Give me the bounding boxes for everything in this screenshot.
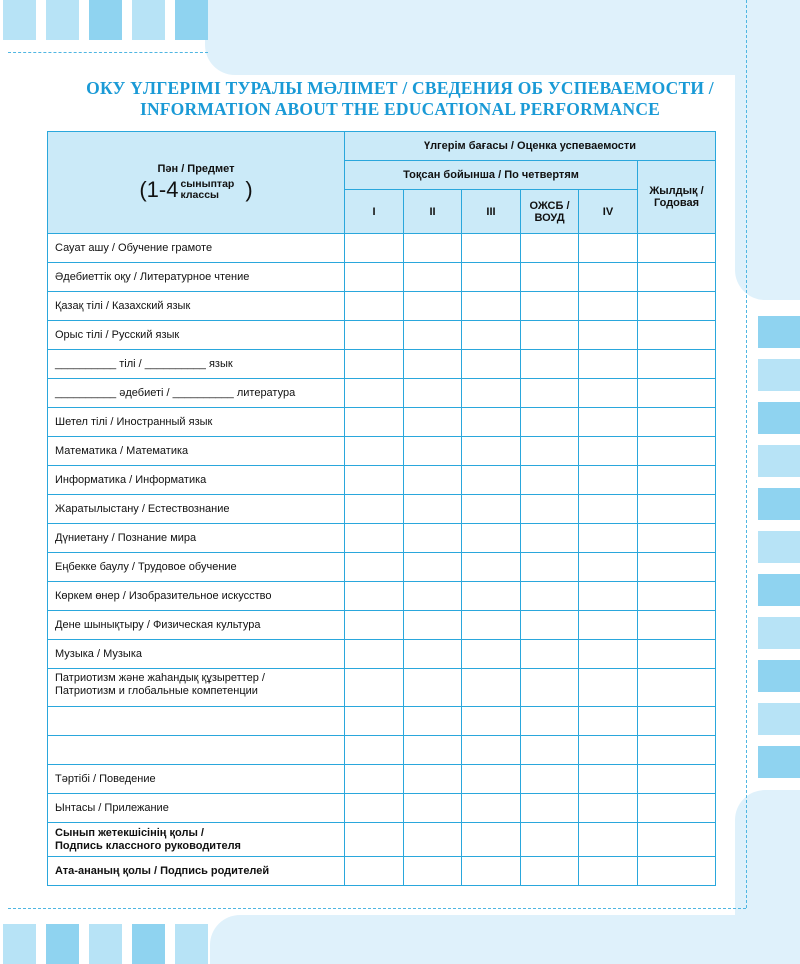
grade-cell[interactable] [404,234,462,263]
table-row [48,466,716,495]
grade-cell[interactable] [404,524,462,553]
grade-cell[interactable] [579,553,638,582]
quarters-header: Тоқсан бойынша / По четвертям [345,161,638,190]
grades-range-open: (1-4 [139,177,179,202]
subject-cell: __________ тілі / __________ язык [48,350,345,379]
subject-cell: Дене шынықтыру / Физическая культура [48,611,345,640]
teacher-signature-label-ru: Подпись классного руководителя [55,839,241,852]
table-row-signature [48,823,716,857]
grade-cell[interactable] [345,582,404,611]
grade-cell[interactable] [638,350,716,379]
grade-cell[interactable] [638,640,716,669]
table-row [48,765,716,794]
signature-cell[interactable] [404,857,462,886]
grade-cell[interactable] [462,640,521,669]
table-row [48,524,716,553]
grade-cell[interactable] [462,234,521,263]
grade-cell[interactable] [404,466,462,495]
signature-cell[interactable] [579,823,638,857]
signature-cell[interactable] [345,857,404,886]
grade-cell[interactable] [462,350,521,379]
grade-cell[interactable] [345,669,404,707]
subject-cell: Шетел тілі / Иностранный язык [48,408,345,437]
dashed-line-top [8,52,208,53]
grade-cell[interactable] [638,495,716,524]
grade-cell[interactable] [404,707,462,736]
subject-cell [48,669,345,707]
grade-cell[interactable] [638,736,716,765]
grade-cell[interactable] [462,437,521,466]
grade-cell[interactable] [462,524,521,553]
grade-cell[interactable] [521,350,579,379]
signature-cell[interactable] [462,857,521,886]
grade-cell[interactable] [345,765,404,794]
subject-cell-empty[interactable] [48,736,345,765]
grade-cell[interactable] [638,707,716,736]
grade-cell[interactable] [404,611,462,640]
grade-cell[interactable] [579,736,638,765]
grade-cell[interactable] [638,437,716,466]
table-row [48,408,716,437]
table-row [48,234,716,263]
grades-note-kz: сыныптар [180,178,235,190]
grade-cell[interactable] [521,379,579,408]
subject-cell: Жаратылыстану / Естествознание [48,495,345,524]
grade-cell[interactable] [345,611,404,640]
grade-cell[interactable] [638,263,716,292]
grade-cell[interactable] [345,736,404,765]
grade-cell[interactable] [521,611,579,640]
grade-cell[interactable] [579,263,638,292]
grade-cell[interactable] [521,292,579,321]
signature-cell[interactable] [521,857,579,886]
grade-cell[interactable] [638,765,716,794]
subject-cell: Әдебиеттік оқу / Литературное чтение [48,263,345,292]
grade-cell[interactable] [404,553,462,582]
signature-cell[interactable] [345,823,404,857]
table-row [48,437,716,466]
table-row [48,640,716,669]
grade-cell[interactable] [579,321,638,350]
grade-cell[interactable] [462,736,521,765]
grade-cell[interactable] [638,408,716,437]
grade-cell[interactable] [462,379,521,408]
grade-cell[interactable] [345,263,404,292]
page-title [40,78,760,120]
quarter-2-header: II [404,190,462,234]
grade-cell[interactable] [521,524,579,553]
grade-cell[interactable] [462,553,521,582]
grade-cell[interactable] [521,707,579,736]
ojsb-header-ru: ВОУД [534,211,565,224]
subject-cell: __________ әдебиеті / __________ литература [48,379,345,408]
grade-cell[interactable] [521,794,579,823]
grades-range-close: ) [245,177,253,202]
grade-cell[interactable] [579,794,638,823]
subject-cell: Музыка / Музыка [48,640,345,669]
grade-cell[interactable] [579,379,638,408]
grade-cell[interactable] [638,794,716,823]
ojsb-header [521,190,579,234]
grade-cell[interactable] [638,553,716,582]
grade-cell[interactable] [404,263,462,292]
grade-cell[interactable] [638,466,716,495]
subject-cell-empty[interactable] [48,707,345,736]
table-row [48,611,716,640]
grade-cell[interactable] [638,234,716,263]
table-row [48,669,716,707]
grade-cell[interactable] [345,408,404,437]
grade-cell[interactable] [579,292,638,321]
subject-cell: Сауат ашу / Обучение грамоте [48,234,345,263]
grade-cell[interactable] [462,466,521,495]
table-row [48,321,716,350]
subject-cell: Дүниетану / Познание мира [48,524,345,553]
grade-cell[interactable] [579,765,638,794]
performance-header: Үлгерім бағасы / Оценка успеваемости [345,132,716,161]
signature-cell[interactable] [404,823,462,857]
subject-cell: Еңбекке баулу / Трудовое обучение [48,553,345,582]
signature-cell[interactable] [521,823,579,857]
subject-cell: Ынтасы / Прилежание [48,794,345,823]
grade-cell[interactable] [579,611,638,640]
subject-cell-kz: Патриотизм және жаһандық құзыреттер / [55,672,265,684]
grade-cell[interactable] [345,321,404,350]
table-row [48,794,716,823]
teacher-signature-label-kz: Сынып жетекшісінің қолы / [55,826,204,839]
grade-cell[interactable] [345,466,404,495]
grade-cell[interactable] [404,736,462,765]
grade-cell[interactable] [579,234,638,263]
grade-cell[interactable] [462,495,521,524]
grade-cell[interactable] [462,408,521,437]
table-row [48,292,716,321]
table-row-empty [48,736,716,765]
subject-cell: Тәртібі / Поведение [48,765,345,794]
grade-cell[interactable] [638,582,716,611]
grade-cell[interactable] [404,582,462,611]
table-row [48,379,716,408]
grades-table [47,131,716,886]
quarter-1-header: I [345,190,404,234]
table-row [48,582,716,611]
grades-range-note [180,179,234,201]
grade-cell[interactable] [521,263,579,292]
table-row [48,553,716,582]
grade-cell[interactable] [462,794,521,823]
grade-cell[interactable] [579,640,638,669]
grade-cell[interactable] [404,765,462,794]
grade-cell[interactable] [521,553,579,582]
subject-label: Пән / Предмет [157,163,235,175]
grade-cell[interactable] [579,495,638,524]
grade-cell[interactable] [345,292,404,321]
grade-cell[interactable] [462,582,521,611]
grade-cell[interactable] [345,794,404,823]
grade-cell[interactable] [404,379,462,408]
subject-cell: Математика / Математика [48,437,345,466]
annual-header [638,161,716,234]
grade-cell[interactable] [462,707,521,736]
grade-cell[interactable] [521,466,579,495]
grade-cell[interactable] [345,234,404,263]
subject-cell-ru: Патриотизм и глобальные компетенции [55,685,258,697]
grade-cell[interactable] [345,553,404,582]
page-title-line-1: ОКУ ҮЛГЕРІМІ ТУРАЛЫ МӘЛІМЕТ / СВЕДЕНИЯ ОБ УСПЕВАЕМОСТИ / [86,78,714,98]
quarter-4-header: IV [579,190,638,234]
grade-cell[interactable] [521,765,579,794]
grade-cell[interactable] [404,669,462,707]
quarter-3-header: III [462,190,521,234]
page-title-line-2: INFORMATION ABOUT THE EDUCATIONAL PERFORMANCE [139,99,661,119]
grade-cell[interactable] [345,437,404,466]
grades-note-ru: классы [180,189,220,201]
signature-cell[interactable] [462,823,521,857]
teacher-signature-label [48,823,345,857]
grade-cell[interactable] [404,495,462,524]
grade-cell[interactable] [345,640,404,669]
signature-cell[interactable] [638,823,716,857]
grade-cell[interactable] [638,292,716,321]
grade-cell[interactable] [404,408,462,437]
grade-cell[interactable] [404,321,462,350]
grade-cell[interactable] [521,437,579,466]
grade-cell[interactable] [579,582,638,611]
grade-cell[interactable] [345,707,404,736]
grade-cell[interactable] [345,495,404,524]
background-bottom-shape [210,915,800,964]
grade-cell[interactable] [521,640,579,669]
grade-cell[interactable] [404,437,462,466]
grade-cell[interactable] [521,234,579,263]
grade-cell[interactable] [521,582,579,611]
signature-cell[interactable] [638,857,716,886]
grade-cell[interactable] [521,669,579,707]
grade-cell[interactable] [521,736,579,765]
grade-cell[interactable] [579,437,638,466]
parent-signature-label: Ата-ананың қолы / Подпись родителей [48,857,345,886]
signature-cell[interactable] [579,857,638,886]
background-top-shape [205,0,800,75]
grade-cell[interactable] [462,321,521,350]
grade-cell[interactable] [345,379,404,408]
subject-cell: Көркем өнер / Изобразительное искусство [48,582,345,611]
subject-cell: Қазақ тілі / Казахский язык [48,292,345,321]
grade-cell[interactable] [345,524,404,553]
table-row [48,350,716,379]
grade-cell[interactable] [521,495,579,524]
dashed-line-bottom [8,908,746,909]
grade-cell[interactable] [579,524,638,553]
annual-header-kz: Жылдық / [649,185,704,197]
grade-cell[interactable] [404,350,462,379]
grade-cell[interactable] [462,765,521,794]
grade-cell[interactable] [638,611,716,640]
grade-cell[interactable] [521,408,579,437]
grade-cell[interactable] [579,669,638,707]
grade-cell[interactable] [404,292,462,321]
table-row-signature [48,857,716,886]
grade-cell[interactable] [638,669,716,707]
grade-cell[interactable] [462,263,521,292]
ojsb-header-kz: ОЖСБ / [529,199,570,212]
grade-cell[interactable] [521,321,579,350]
grade-cell[interactable] [404,640,462,669]
grade-cell[interactable] [579,466,638,495]
grade-cell[interactable] [404,794,462,823]
dashed-line-right [746,0,747,908]
grade-cell[interactable] [345,350,404,379]
grade-cell[interactable] [579,707,638,736]
table-row [48,495,716,524]
grade-cell[interactable] [638,379,716,408]
grade-cell[interactable] [579,408,638,437]
table-row [48,263,716,292]
grade-cell[interactable] [462,611,521,640]
grade-cell[interactable] [638,321,716,350]
subject-cell: Информатика / Информатика [48,466,345,495]
grade-cell[interactable] [579,350,638,379]
grade-cell[interactable] [462,669,521,707]
subject-column-header [48,132,345,234]
subject-cell: Орыс тілі / Русский язык [48,321,345,350]
grade-cell[interactable] [462,292,521,321]
annual-header-ru: Годовая [653,197,700,209]
grade-cell[interactable] [638,524,716,553]
table-row-empty [48,707,716,736]
